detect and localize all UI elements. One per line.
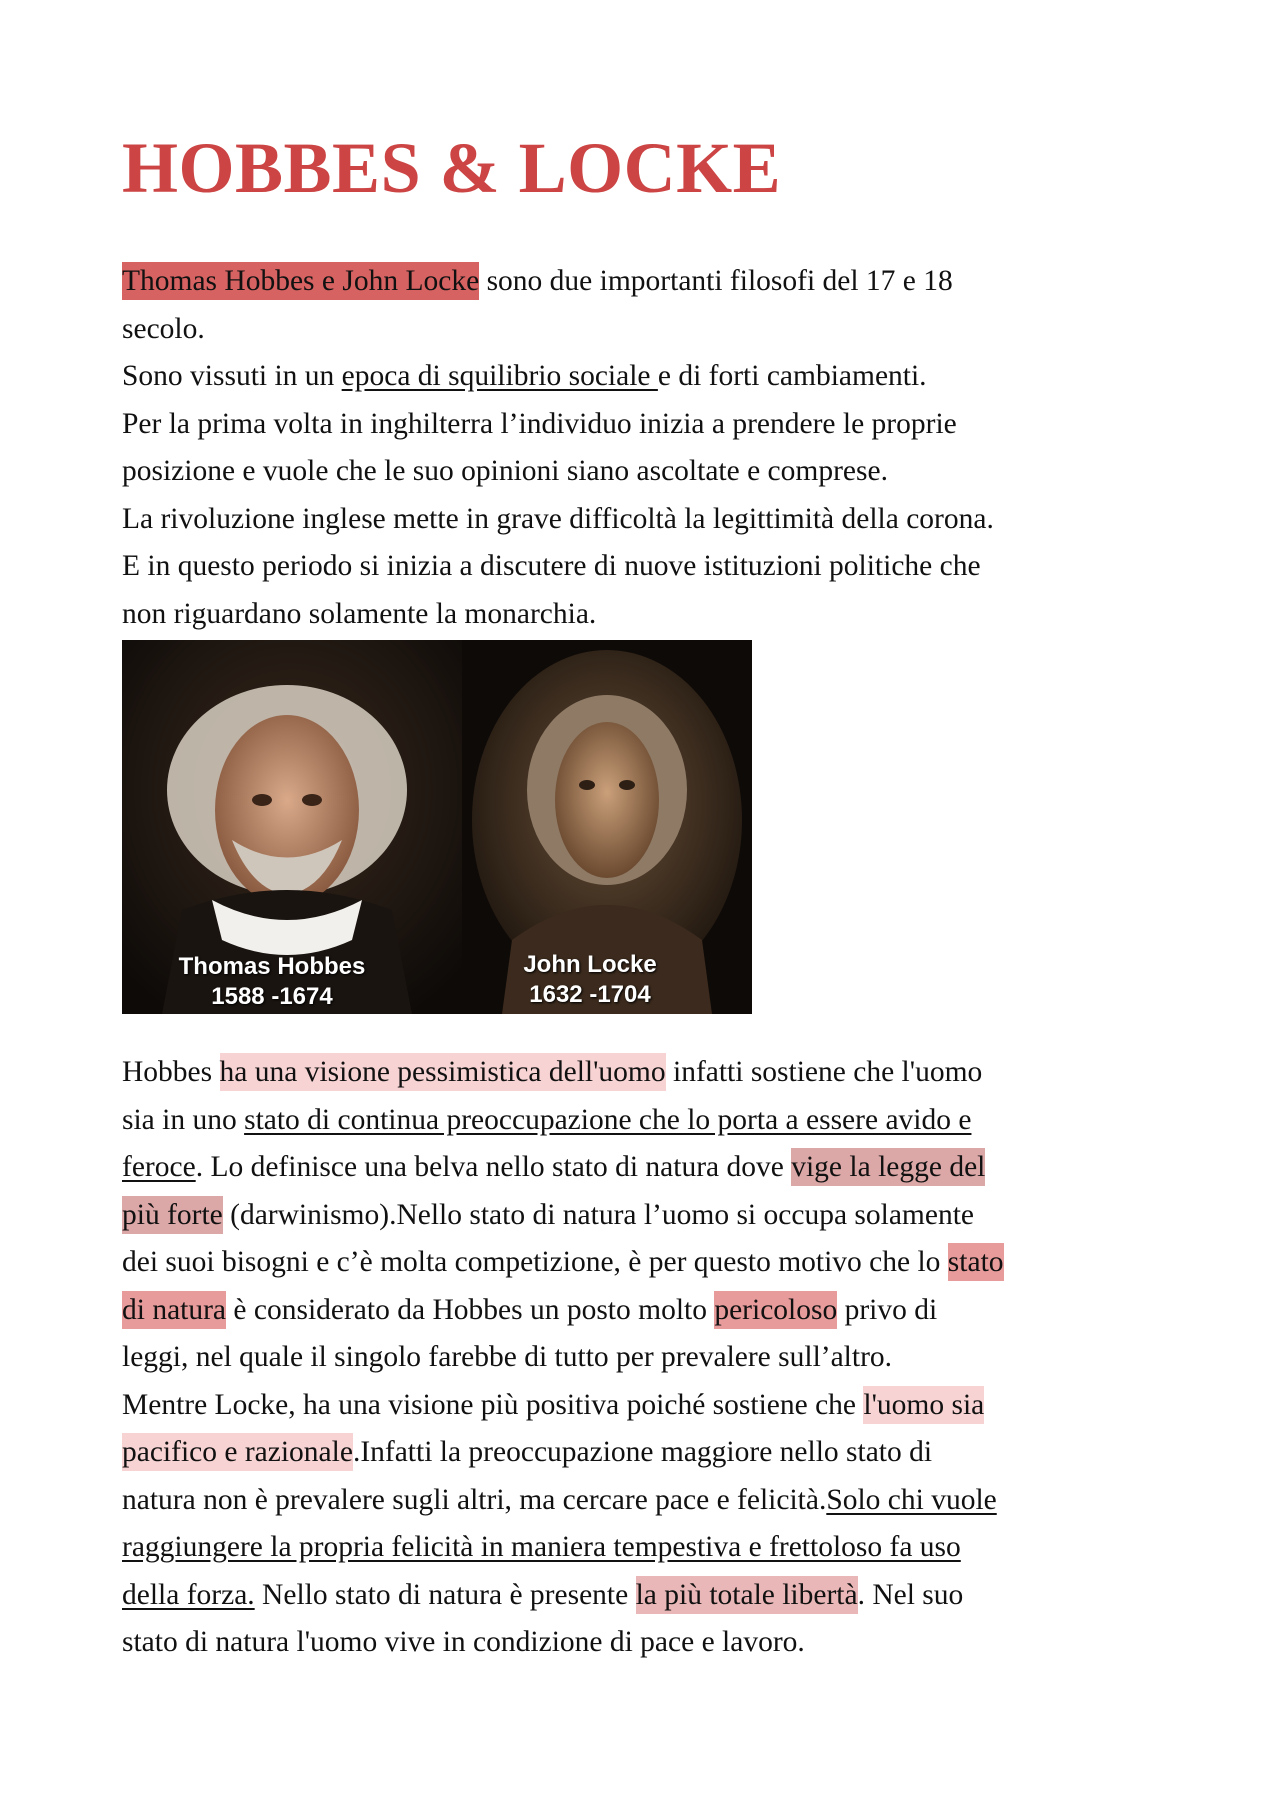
text-4: (darwinismo).Nello stato di natura l’uomo si occupa solamente dei suoi bisogni e c’è molta competizione, è per questo motivo che lo [122, 1198, 975, 1278]
hobbes-years: 1588 -1674 [211, 983, 333, 1010]
comparison-paragraph [122, 1049, 1182, 1667]
text-2: infatti sostiene che l'uomo sia in uno [122, 1056, 983, 1136]
highlight-pericoloso: pericoloso [714, 1291, 837, 1329]
locke-caption [440, 950, 740, 1010]
highlight-liberta: la più totale libertà [636, 1576, 858, 1614]
intro-paragraph [122, 258, 1182, 638]
text-5: è considerato da Hobbes un posto molto [226, 1293, 715, 1326]
page-title: HOBBES & LOCKE [122, 128, 782, 208]
underline-epoca: epoca di squilibrio sociale [341, 360, 658, 392]
locke-years: 1632 -1704 [529, 981, 651, 1008]
highlight-pacifico: l'uomo sia pacifico e razionale [122, 1386, 984, 1472]
highlight-pessimistic: ha una visione pessimistica dell'uomo [220, 1053, 666, 1091]
highlight-stato-natura: stato di natura [122, 1243, 1004, 1329]
text-8: Nello stato di natura è presente [254, 1578, 636, 1611]
intro-text-2: e di forti cambiamenti. Per la prima volta in inghilterra l’individuo inizia a prendere le proprie posizione e vuole che le suo opinioni siano ascoltate e comprese. La rivoluzione inglese mette in grave difficoltà la legittimità della corona. E in questo periodo si inizia a discutere di nuove istituzioni politiche che non riguardano solamente la monarchia. [122, 360, 994, 630]
text-3: . Lo definisce una belva nello stato di natura dove [195, 1151, 792, 1183]
text-1: Hobbes [122, 1056, 220, 1088]
text-7: .Infatti la preoccupazione maggiore nello stato di natura non è prevalere sugli altri, ma cercare pace e felicità. [122, 1436, 933, 1516]
highlight-legge-forte: vige la legge del più forte [122, 1148, 985, 1234]
hobbes-name: Thomas Hobbes [178, 953, 366, 980]
text-9: . Nel suo stato di natura l'uomo vive in condizione di pace e lavoro. [122, 1578, 964, 1658]
locke-name: John Locke [523, 951, 657, 978]
intro-text-1: sono due importanti filosofi del 17 e 18 secolo. Sono vissuti in un [122, 265, 953, 392]
hobbes-caption [122, 952, 422, 1012]
underline-preoccupazione: stato di continua preoccupazione che lo porta a essere avido e feroce [122, 1103, 972, 1183]
text-6: privo di leggi, nel quale il singolo farebbe di tutto per prevalere sull’altro. Mentre Locke, ha una visione più positiva poiché sostiene che [122, 1293, 938, 1421]
portraits-image [122, 640, 752, 1014]
underline-forza: Solo chi vuole raggiungere la propria felicità in maniera tempestiva e frettoloso fa uso della forza. [122, 1483, 997, 1611]
highlight-names: Thomas Hobbes e John Locke [122, 262, 479, 300]
